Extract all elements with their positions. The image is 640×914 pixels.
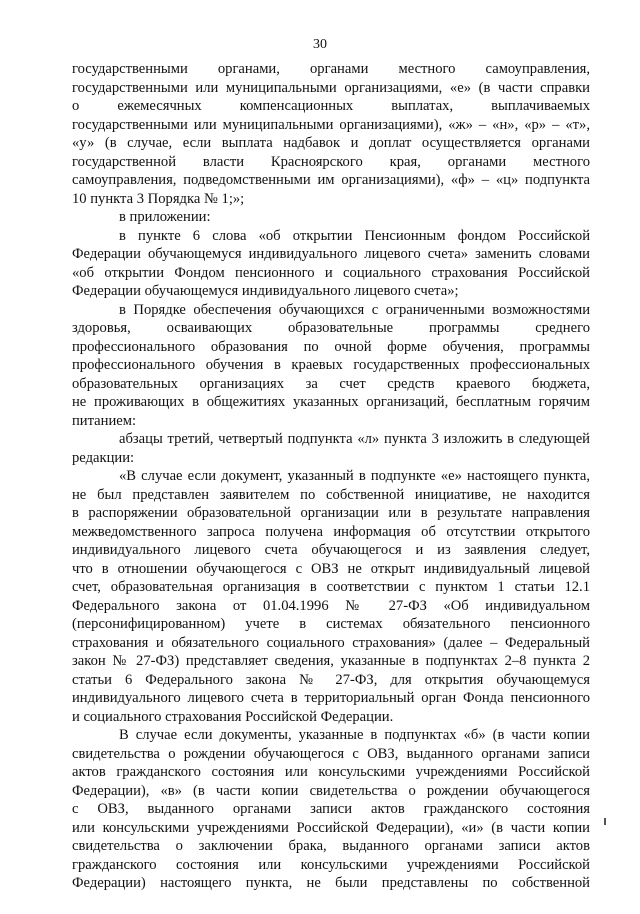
text-line: Федерации обучающемуся индивидуального лицевого счета» заменить словами [72, 246, 590, 262]
text-line: Федерации обучающемуся индивидуального лицевого счета»; [72, 283, 459, 299]
text-line: свидетельства о заключении брака, выданного органами записи актов [72, 838, 590, 854]
text-line: счет, образовательная организация в соответствии с пунктом 1 статьи 12.1 [72, 579, 590, 595]
text-line: что в отношении обучающегося с ОВЗ не открыт индивидуальный лицевой [72, 560, 590, 577]
text-line: не был представлен заявителем по собственной инициативе, не находится [72, 486, 590, 503]
text-line: или консульскими учреждениями Российской Федерации), «и» (в части копии [72, 819, 590, 836]
text-line: «В случае если документ, указанный в подпункте «е» настоящего пункта, [119, 468, 590, 484]
text-line: профессионального обучения в краевых государственных профессиональных [72, 357, 590, 373]
text-line: страхования и обязательного социального страхования» (далее – Федеральный [72, 634, 590, 651]
text-line: абзацы третий, четвертый подпункта «л» пункта 3 изложить в следующей [119, 431, 590, 447]
text-line: и социального страхования Российской Федерации. [72, 708, 394, 725]
text-line: «у» (в случае, если выплата надбавок и доплат осуществляется органами [72, 135, 590, 151]
text-line: статьи 6 Федерального закона № 27-ФЗ, для открытия обучающемуся [72, 671, 590, 688]
text-line: свидетельства о рождении обучающегося с ОВЗ, выданного органами записи [72, 745, 590, 762]
text-line: «об открытии Фондом пенсионного и социального страхования Российской [72, 264, 590, 281]
page-number: 30 [313, 37, 327, 52]
text-line: (персонифицированном) учете в системах обязательного пенсионного [72, 616, 590, 632]
text-line: профессионального образования по очной форме обучения, программы [72, 338, 590, 355]
text-line: не проживающих в общежитиях указанных организаций, бесплатным горячим [72, 394, 590, 410]
text-line: Федерации) настоящего пункта, не были представлены по собственной [72, 875, 590, 891]
text-line: В случае если документы, указанные в подпунктах «б» (в части копии [119, 727, 590, 743]
text-line: закон № 27-ФЗ) представляет сведения, указанные в подпунктах 2–8 пункта 2 [72, 653, 590, 669]
text-line: государственными или муниципальными организациями, «е» (в части справки [72, 79, 590, 96]
text-line: государственными органами, органами местного самоуправления, [72, 61, 590, 77]
text-line: в распоряжении образовательной организации или в результате направления [72, 505, 590, 521]
text-line: Федерального закона от 01.04.1996 № 27-ФЗ «Об индивидуальном [72, 597, 590, 614]
text-line: в пункте 6 слова «об открытии Пенсионным фондом Российской [119, 227, 590, 244]
text-line: актов гражданского состояния или консульскими учреждениями Российской [72, 764, 590, 780]
document-body [72, 60, 590, 893]
text-line: индивидуального лицевого счета обучающегося и из заявления следует, [72, 542, 590, 558]
text-line: с ОВЗ, выданного органами записи актов гражданского состояния [72, 801, 590, 817]
text-line: образовательных организациях за счет средств краевого бюджета, [72, 375, 590, 392]
text-line: 10 пункта 3 Порядка № 1;»; [72, 190, 245, 207]
text-line: индивидуального лицевого счета в территориальный орган Фонда пенсионного [72, 690, 590, 706]
text-line: Федерации), «в» (в части копии свидетельства о рождении обучающегося [72, 782, 590, 799]
text-line: самоуправления, подведомственными им организациями), «ф» – «ц» подпункта [72, 172, 590, 188]
text-line: питанием: [72, 412, 137, 429]
text-line: редакции: [72, 449, 135, 466]
text-line: гражданского состояния или консульскими учреждениями Российской [72, 856, 590, 873]
text-line: государственной власти Красноярского края, органами местного [72, 153, 590, 170]
text-line: о ежемесячных компенсационных выплатах, выплачиваемых [72, 98, 590, 114]
text-line: государственными или муниципальными организациями), «ж» – «н», «р» – «т», [72, 116, 590, 133]
text-line: в Порядке обеспечения обучающихся с ограниченными возможностями [119, 301, 590, 318]
text-line: межведомственного запроса получена информация об отсутствии открытого [72, 523, 590, 540]
text-line: в приложении: [119, 209, 211, 225]
text-line: здоровья, осваивающих образовательные программы среднего [72, 320, 590, 336]
margin-mark [604, 818, 606, 825]
